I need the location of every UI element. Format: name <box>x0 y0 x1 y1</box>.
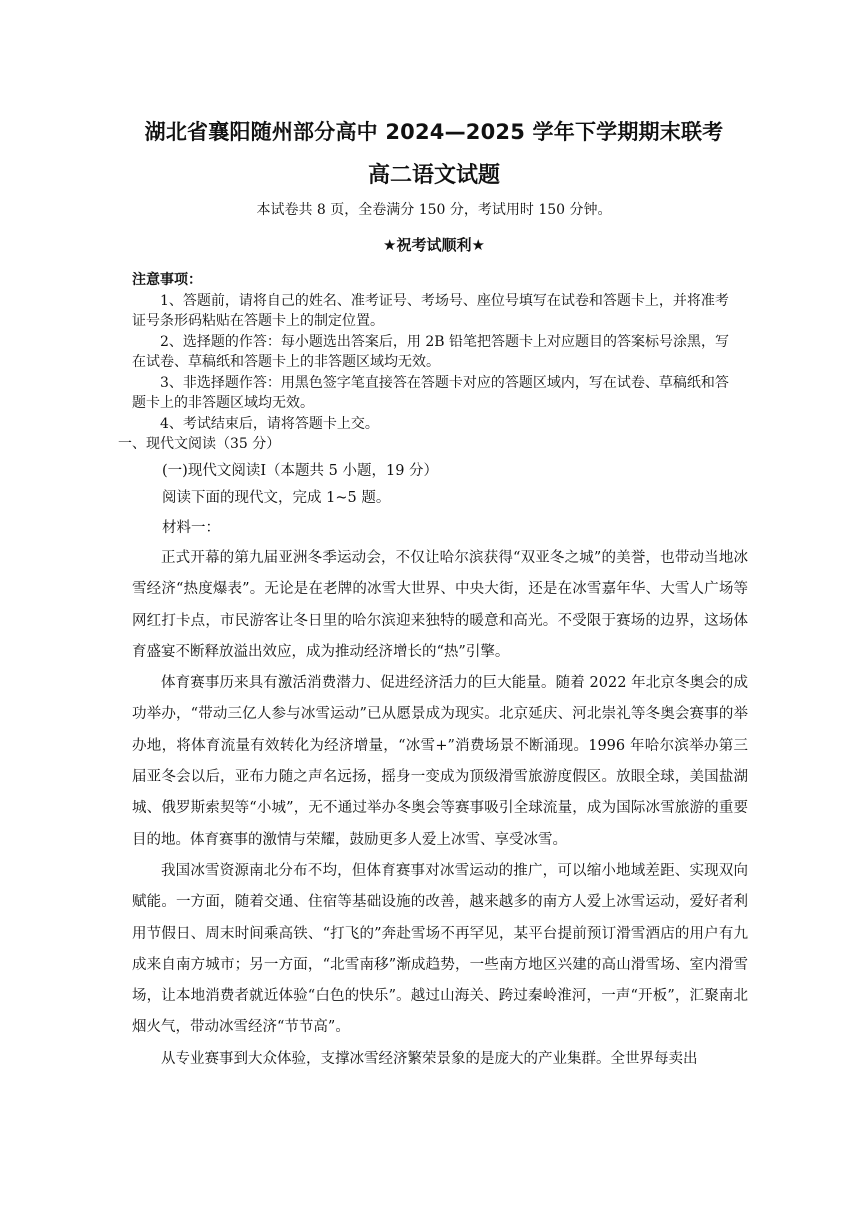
section-instruction: 阅读下面的现代文，完成 1~5 题。 <box>162 490 391 506</box>
notes-block <box>132 270 742 434</box>
notes-item: 1、答题前，请将自己的姓名、准考证号、考场号、座位号填写在试卷和答题卡上，并将准考证号条形码粘贴在答题卡上的制定位置。 <box>132 292 729 329</box>
section-title: 一、现代文阅读（35 分） <box>118 436 281 452</box>
notes-item: 2、选择题的作答：每小题选出答案后，用 2B 铅笔把答题卡上对应题目的答案标号涂黑，写在试卷、草稿纸和答题卡上的非答题区域均无效。 <box>132 333 730 370</box>
notes-heading: 注意事项： <box>132 272 202 288</box>
passage-body <box>132 543 748 1075</box>
exam-wish: ★祝考试顺利★ <box>383 236 485 254</box>
passage-paragraph: 正式开幕的第九届亚洲冬季运动会，不仅让哈尔滨获得“双亚冬之城”的美誉，也带动当地冰雪经济“热度爆表”。无论是在老牌的冰雪大世界、中央大街，还是在冰雪嘉年华、大雪人广场等网红打卡点，市民游客让冬日里的哈尔滨迎来独特的暖意和高光。不受限于赛场的边界，这场体育盛宴不断释放溢出效应，成为推动经济增长的“热”引擎。 <box>132 550 748 660</box>
passage-paragraph: 我国冰雪资源南北分布不均，但体育赛事对冰雪运动的推广，可以缩小地域差距、实现双向赋能。一方面，随着交通、住宿等基础设施的改善，越来越多的南方人爱上冰雪运动，爱好者利用节假日、周末时间乘高铁、“打飞的”奔赴雪场不再罕见，某平台提前预订滑雪酒店的用户有九成来自南方城市；另一方面，“北雪南移”渐成趋势，一些南方地区兴建的高山滑雪场、室内滑雪场，让本地消费者就近体验“白色的快乐”。越过山海关、跨过秦岭淮河，一声“开板”，汇聚南北烟火气，带动冰雪经济“节节高”。 <box>132 862 748 1036</box>
material-label: 材料一： <box>162 520 220 536</box>
section-subtitle: (一)现代文阅读Ⅰ（本题共 5 小题，19 分） <box>162 463 439 479</box>
passage-paragraph: 从专业赛事到大众体验，支撑冰雪经济繁荣景象的是庞大的产业集群。全世界每卖出 <box>161 1050 698 1067</box>
exam-subtitle: 高二语文试题 <box>367 163 500 188</box>
notes-item: 4、考试结束后，请将答题卡上交。 <box>160 415 379 432</box>
exam-title: 湖北省襄阳随州部分高中 2024—2025 学年下学期期末联考 <box>144 120 724 144</box>
notes-item: 3、非选择题作答：用黑色签字笔直接答在答题卡对应的答题区域内，写在试卷、草稿纸和答题卡上的非答题区域均无效。 <box>132 374 729 411</box>
exam-meta: 本试卷共 8 页，全卷满分 150 分，考试用时 150 分钟。 <box>256 202 612 218</box>
passage-paragraph: 体育赛事历来具有激活消费潜力、促进经济活力的巨大能量。随着 2022 年北京冬奥会的成功举办，“带动三亿人参与冰雪运动”已从愿景成为现实。北京延庆、河北崇礼等冬奥会赛事的举办地，将体育流量有效转化为经济增量，“冰雪+”消费场景不断涌现。1996 年哈尔滨举办第三届亚冬会以后，亚布力随之声名远扬，摇身一变成为顶级滑雪旅游度假区。放眼全球，美国盐湖城、俄罗斯索契等“小城”，无不通过举办冬奥会等赛事吸引全球流量，成为国际冰雪旅游的重要目的地。体育赛事的激情与荣耀，鼓励更多人爱上冰雪、享受冰雪。 <box>132 675 748 848</box>
